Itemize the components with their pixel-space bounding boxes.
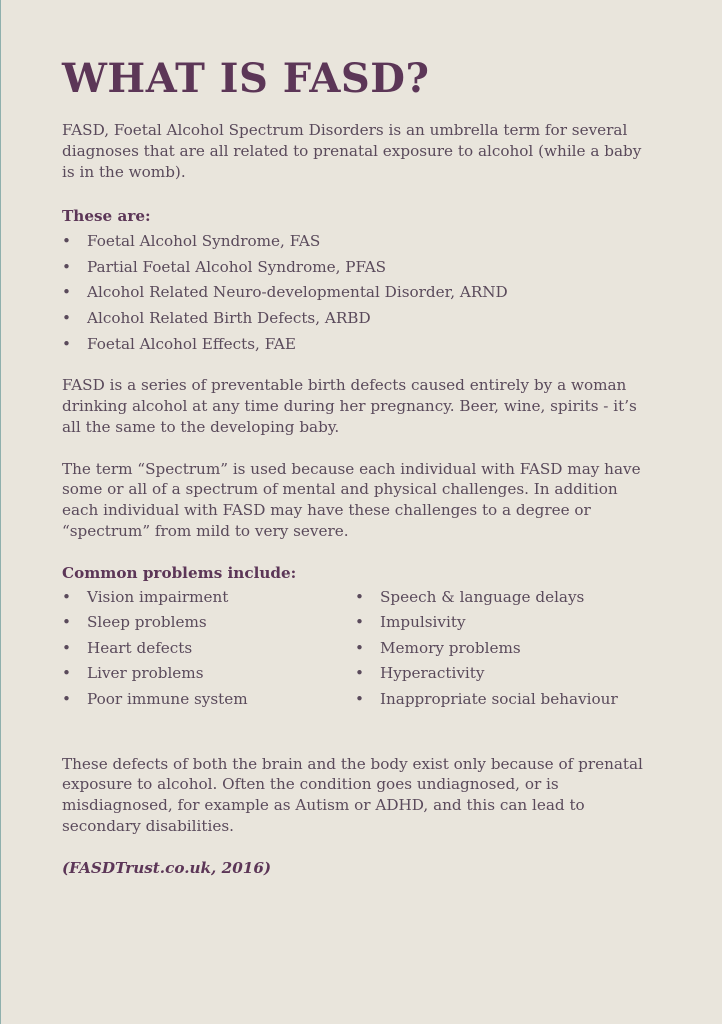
problems-columns xyxy=(62,585,652,713)
list-item: • Liver problems xyxy=(62,661,355,687)
list-item: • Memory problems xyxy=(355,636,652,662)
list-item: • Alcohol Related Birth Defects, ARBD xyxy=(62,306,652,332)
intro-paragraph: FASD, Foetal Alcohol Spectrum Disorders is an umbrella term for several diagnoses that are all related to prenatal exposure to alcohol (while a baby is in the womb). xyxy=(62,121,642,181)
list-item: • Partial Foetal Alcohol Syndrome, PFAS xyxy=(62,255,652,281)
problems-list-left xyxy=(62,585,355,713)
problems-list-right xyxy=(355,585,652,713)
citation: (FASDTrust.co.uk, 2016) xyxy=(62,858,272,877)
document-page xyxy=(62,54,652,878)
list-item: • Hyperactivity xyxy=(355,661,652,687)
page-title: WHAT IS FASD? xyxy=(62,55,430,102)
list-item: • Impulsivity xyxy=(355,610,652,636)
page-edge-divider xyxy=(0,0,1,1024)
outcomes-paragraph: These defects of both the brain and the body exist only because of prenatal exposure to alcohol. Often the condition goes undiagnosed, or is misdiagnosed, for example as Autism or ADHD, and this can lead to secondary disabilities. xyxy=(62,754,643,835)
list-item: • Foetal Alcohol Effects, FAE xyxy=(62,332,652,358)
types-list xyxy=(62,229,652,357)
list-item: • Foetal Alcohol Syndrome, FAS xyxy=(62,229,652,255)
list-item: • Alcohol Related Neuro-developmental Disorder, ARND xyxy=(62,280,652,306)
list-item: • Sleep problems xyxy=(62,610,355,636)
problems-heading: Common problems include: xyxy=(62,563,297,582)
list-item: • Speech & language delays xyxy=(355,585,652,611)
list-item: • Vision impairment xyxy=(62,585,355,611)
spectrum-paragraph: The term “Spectrum” is used because each individual with FASD may have some or all of a spectrum of mental and physical challenges. In addition each individual with FASD may have these challenges to a degree or “spectrum” from mild to very severe. xyxy=(62,459,641,540)
types-heading: These are: xyxy=(62,207,151,226)
causes-paragraph: FASD is a series of preventable birth defects caused entirely by a woman drinking alcohol at any time during her pregnancy. Beer, wine, spirits - it’s all the same to the developing baby. xyxy=(62,376,637,436)
list-item: • Inappropriate social behaviour xyxy=(355,687,652,713)
list-item: • Poor immune system xyxy=(62,687,355,713)
list-item: • Heart defects xyxy=(62,636,355,662)
